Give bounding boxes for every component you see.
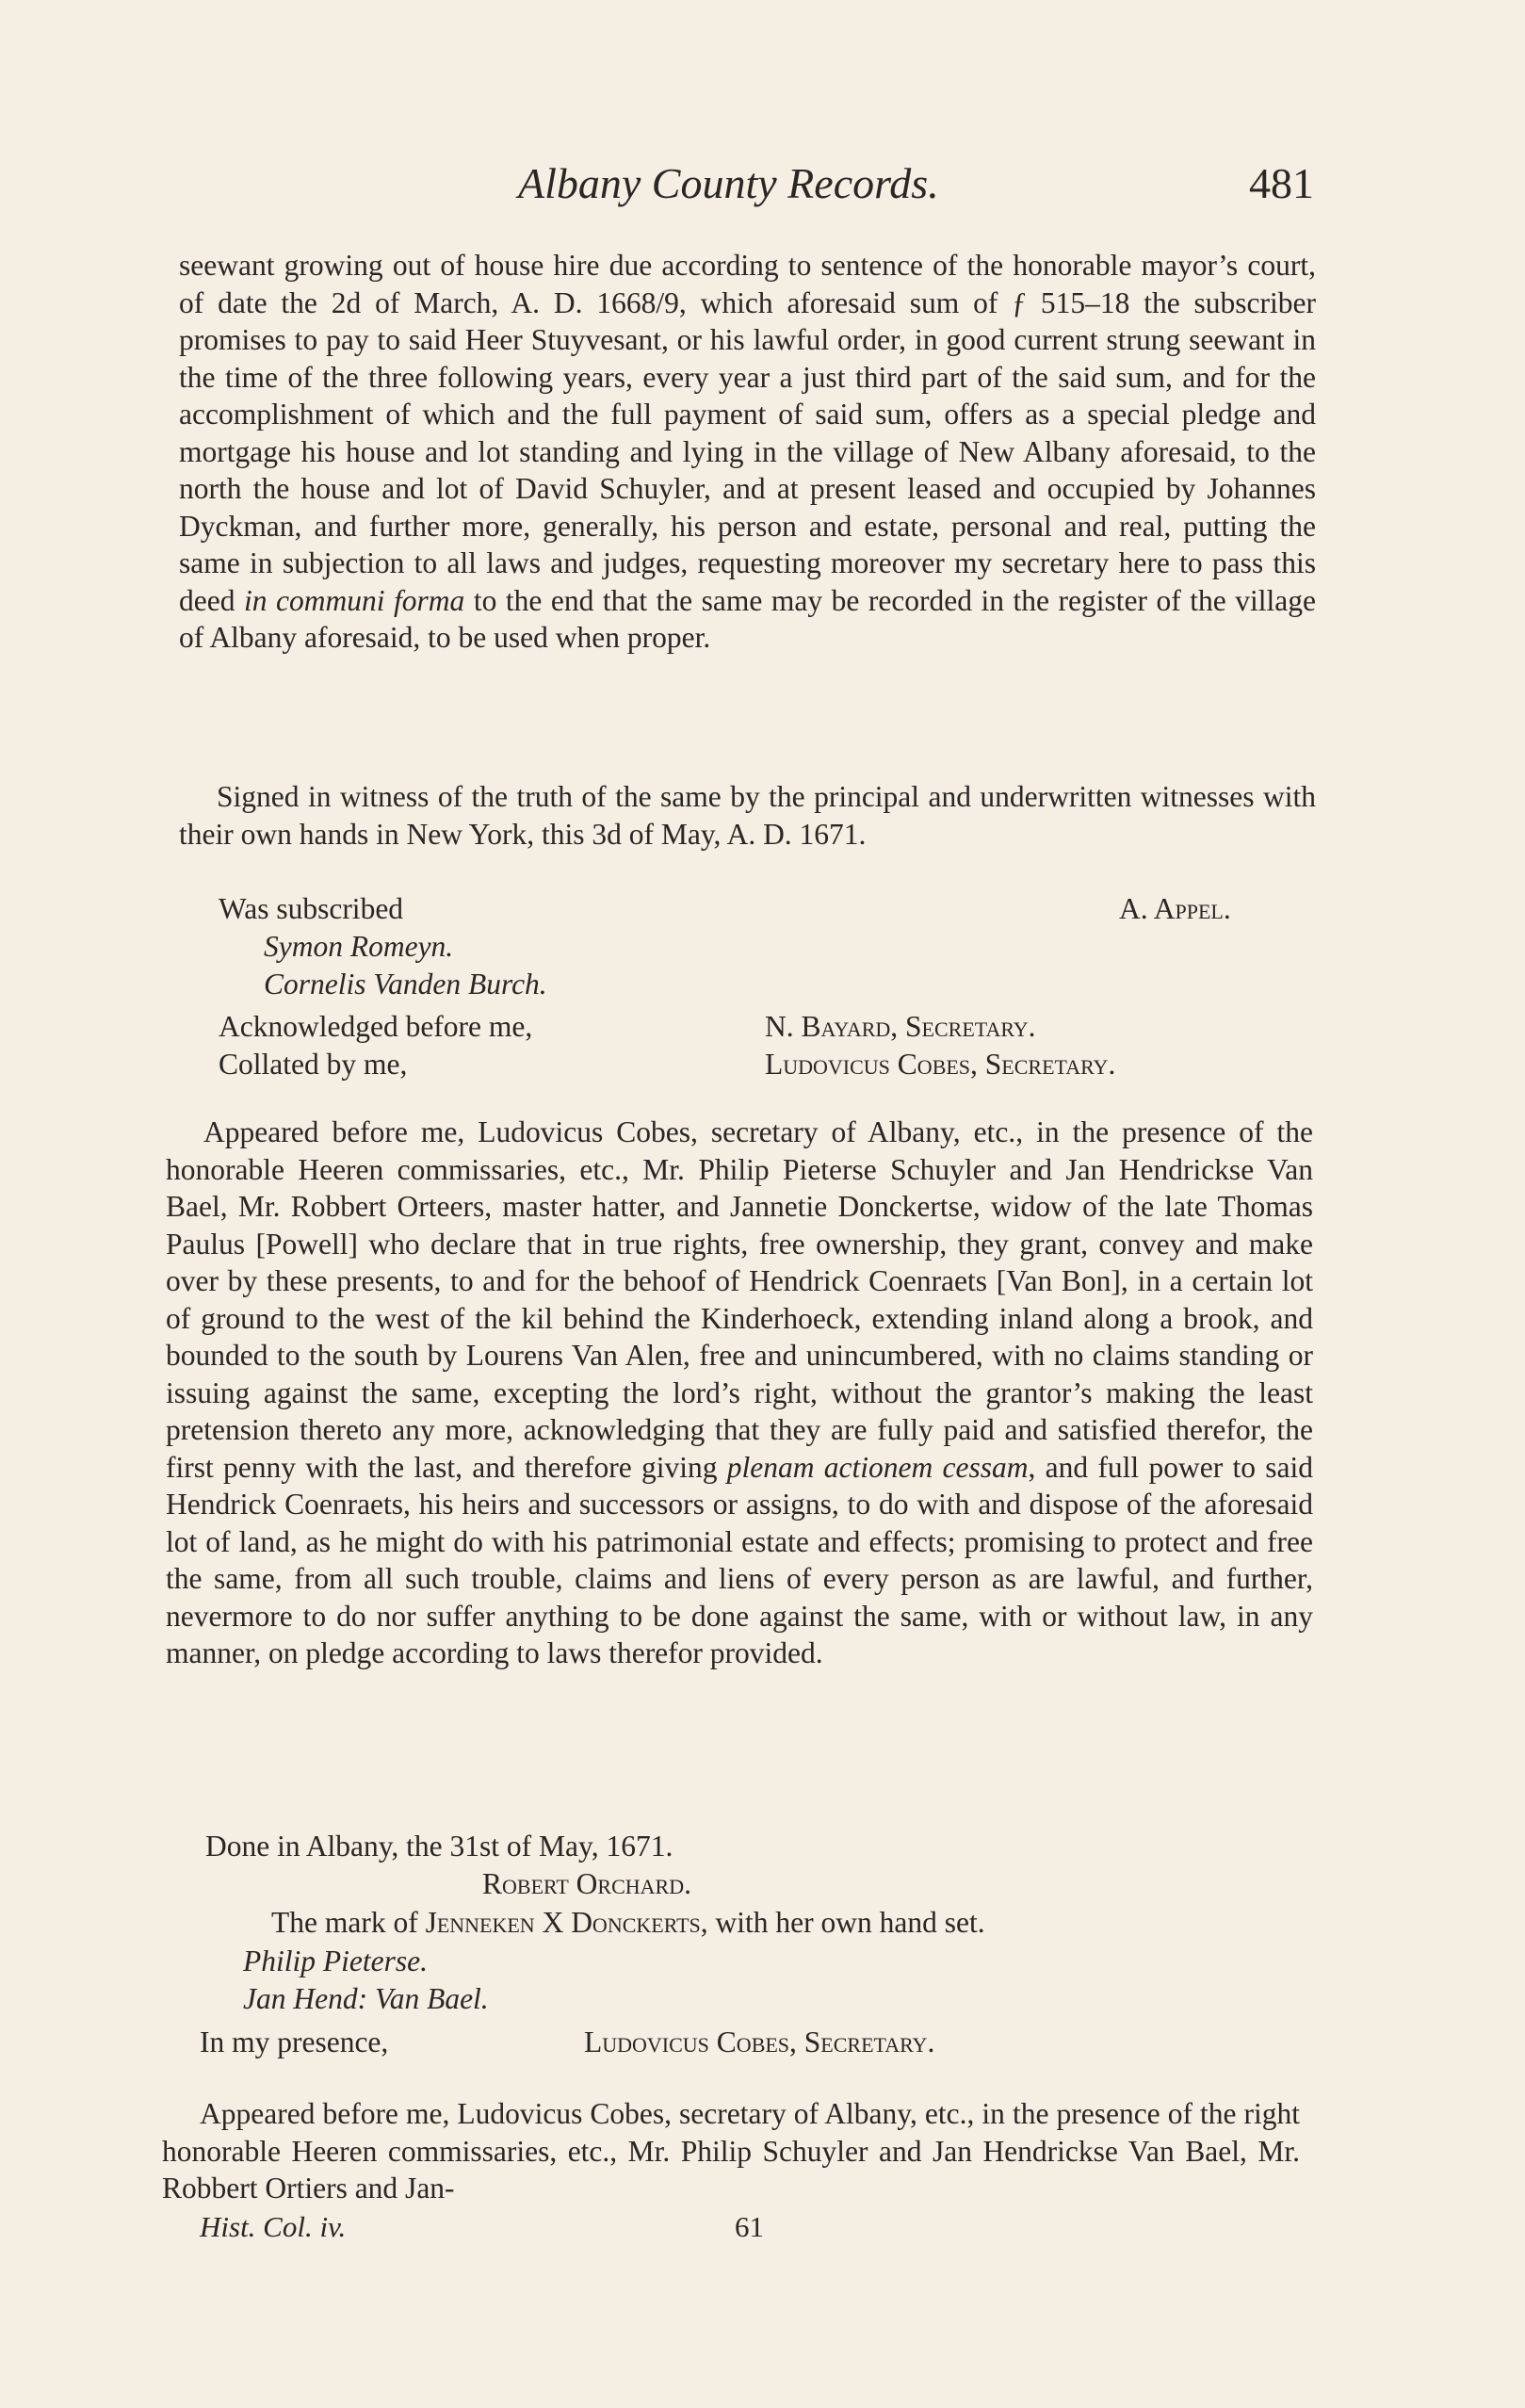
cross-mark: X xyxy=(542,1906,564,1939)
in-my-presence-label: In my presence, xyxy=(200,2026,389,2058)
mark-of-jenneken xyxy=(271,1904,985,1942)
mark-prefix: The mark of xyxy=(271,1906,418,1939)
paragraph-text: seewant growing out of house hire due according to sentence of the honorable mayor’s court, of date the 2d of March, A. D. 1668/9, which aforesaid sum of ƒ 515–18 the subscriber promises to pay to said Heer Stuyvesant, or his lawful order, in good current strung seewant in the time of the three following years, every year a just third part of the said sum, and for the accomplishment of which and the full payment of said sum, offers as a special pledge and mortgage his house and lot standing and lying in the village of New Albany aforesaid, to the north the house and lot of David Schuyler, and at present leased and occupied by Johannes Dyckman, and further more, generally, his person and estate, personal and real, putting the same in subjection to all laws and judges, requesting moreover my secretary here to pass this deed xyxy=(179,249,1316,617)
done-in-albany: Done in Albany, the 31st of May, 1671. xyxy=(205,1830,673,1863)
secretary-cobes: Ludovicus Cobes, Secretary. xyxy=(765,1048,1116,1081)
collated-label: Collated by me, xyxy=(219,1048,408,1081)
paragraph-signed xyxy=(179,778,1316,853)
secretary-bayard: N. Bayard, Secretary. xyxy=(765,1010,1036,1043)
paragraph-deed xyxy=(166,1114,1313,1672)
latin-phrase: plenam actionem cessam xyxy=(726,1450,1029,1484)
paragraph-text: Appeared before me, Ludovicus Cobes, secretary of Albany, etc., in the presence of the honorable Heeren commissaries, etc., Mr. Philip Pieterse Schuyler and Jan Hendrickse Van Bael, Mr. Robbert Orteers, master hatter, and Jannetie Donckertse, widow of the late Thomas Paulus [Powell] who declare that in true rights, free ownership, they grant, convey and make over by these presents, to and for the behoof of Hendrick Coenraets [Van Bon], in a certain lot of ground to the west of the kil behind the Kinderhoeck, extending inland along a brook, and bounded to the south by Lourens Van Alen, free and unincumbered, with no claims standing or issuing against the same, excepting the lord’s right, without the grantor’s making the least pretension thereto any more, acknowledging that they are fully paid and satisfied therefor, the first penny with the last, and therefore giving xyxy=(166,1115,1313,1484)
page-number: 481 xyxy=(1249,159,1314,207)
was-subscribed-label: Was subscribed xyxy=(219,892,404,925)
running-title: Albany County Records. xyxy=(518,159,939,207)
witness-philip-pieterse: Philip Pieterse. xyxy=(243,1944,428,1977)
name-donckerts: Donckerts, xyxy=(571,1906,708,1939)
secretary-cobes: Ludovicus Cobes, Secretary. xyxy=(584,2026,935,2058)
name-jenneken: Jenneken xyxy=(425,1906,535,1939)
witness-vanden-burch: Cornelis Vanden Burch. xyxy=(264,968,547,1001)
witness-romeyn: Symon Romeyn. xyxy=(264,930,454,963)
paragraph-text-end: , and full power to said Hendrick Coenraets, his heirs and successors or assigns, to do with and dispose of the aforesaid lot of land, as he might do with his patrimonial estate and effects; promising to protect and free the same, from all such trouble, claims and liens of every person as are lawful, and further, nevermore to do nor suffer anything to be done against the same, with or without law, in any manner, on pledge according to laws therefor provided. xyxy=(166,1450,1313,1669)
paragraph-text-end: to the end that the same may be recorded in the register of the village of Albany aforesaid, to be used when proper. xyxy=(179,583,1317,654)
paragraph-text: Appeared before me, Ludovicus Cobes, secretary of Albany, etc., in the presence of the right honorable Heeren commissaries, etc., Mr. Philip Schuyler and Jan Hendrickse Van Bael, Mr. Robbert Ortiers and Jan- xyxy=(162,2097,1300,2205)
witness-jan-hend: Jan Hend: Van Bael. xyxy=(243,1982,489,2015)
paragraph-continuation xyxy=(179,247,1316,657)
signer-appel: A. Appel. xyxy=(1119,892,1231,925)
signature-number: 61 xyxy=(735,2210,764,2243)
paragraph-text: Signed in witness of the truth of the same by the principal and underwritten witnesses with their own hands in New York, this 3d of May, A. D. 1671. xyxy=(179,780,1316,851)
acknowledged-label: Acknowledged before me, xyxy=(219,1010,533,1043)
signature-mark: Hist. Col. iv. xyxy=(200,2210,347,2243)
latin-phrase: in communi forma xyxy=(244,583,465,617)
signer-orchard: Robert Orchard. xyxy=(482,1867,691,1900)
mark-suffix: with her own hand set. xyxy=(715,1906,985,1939)
paragraph-appeared xyxy=(162,2095,1300,2207)
